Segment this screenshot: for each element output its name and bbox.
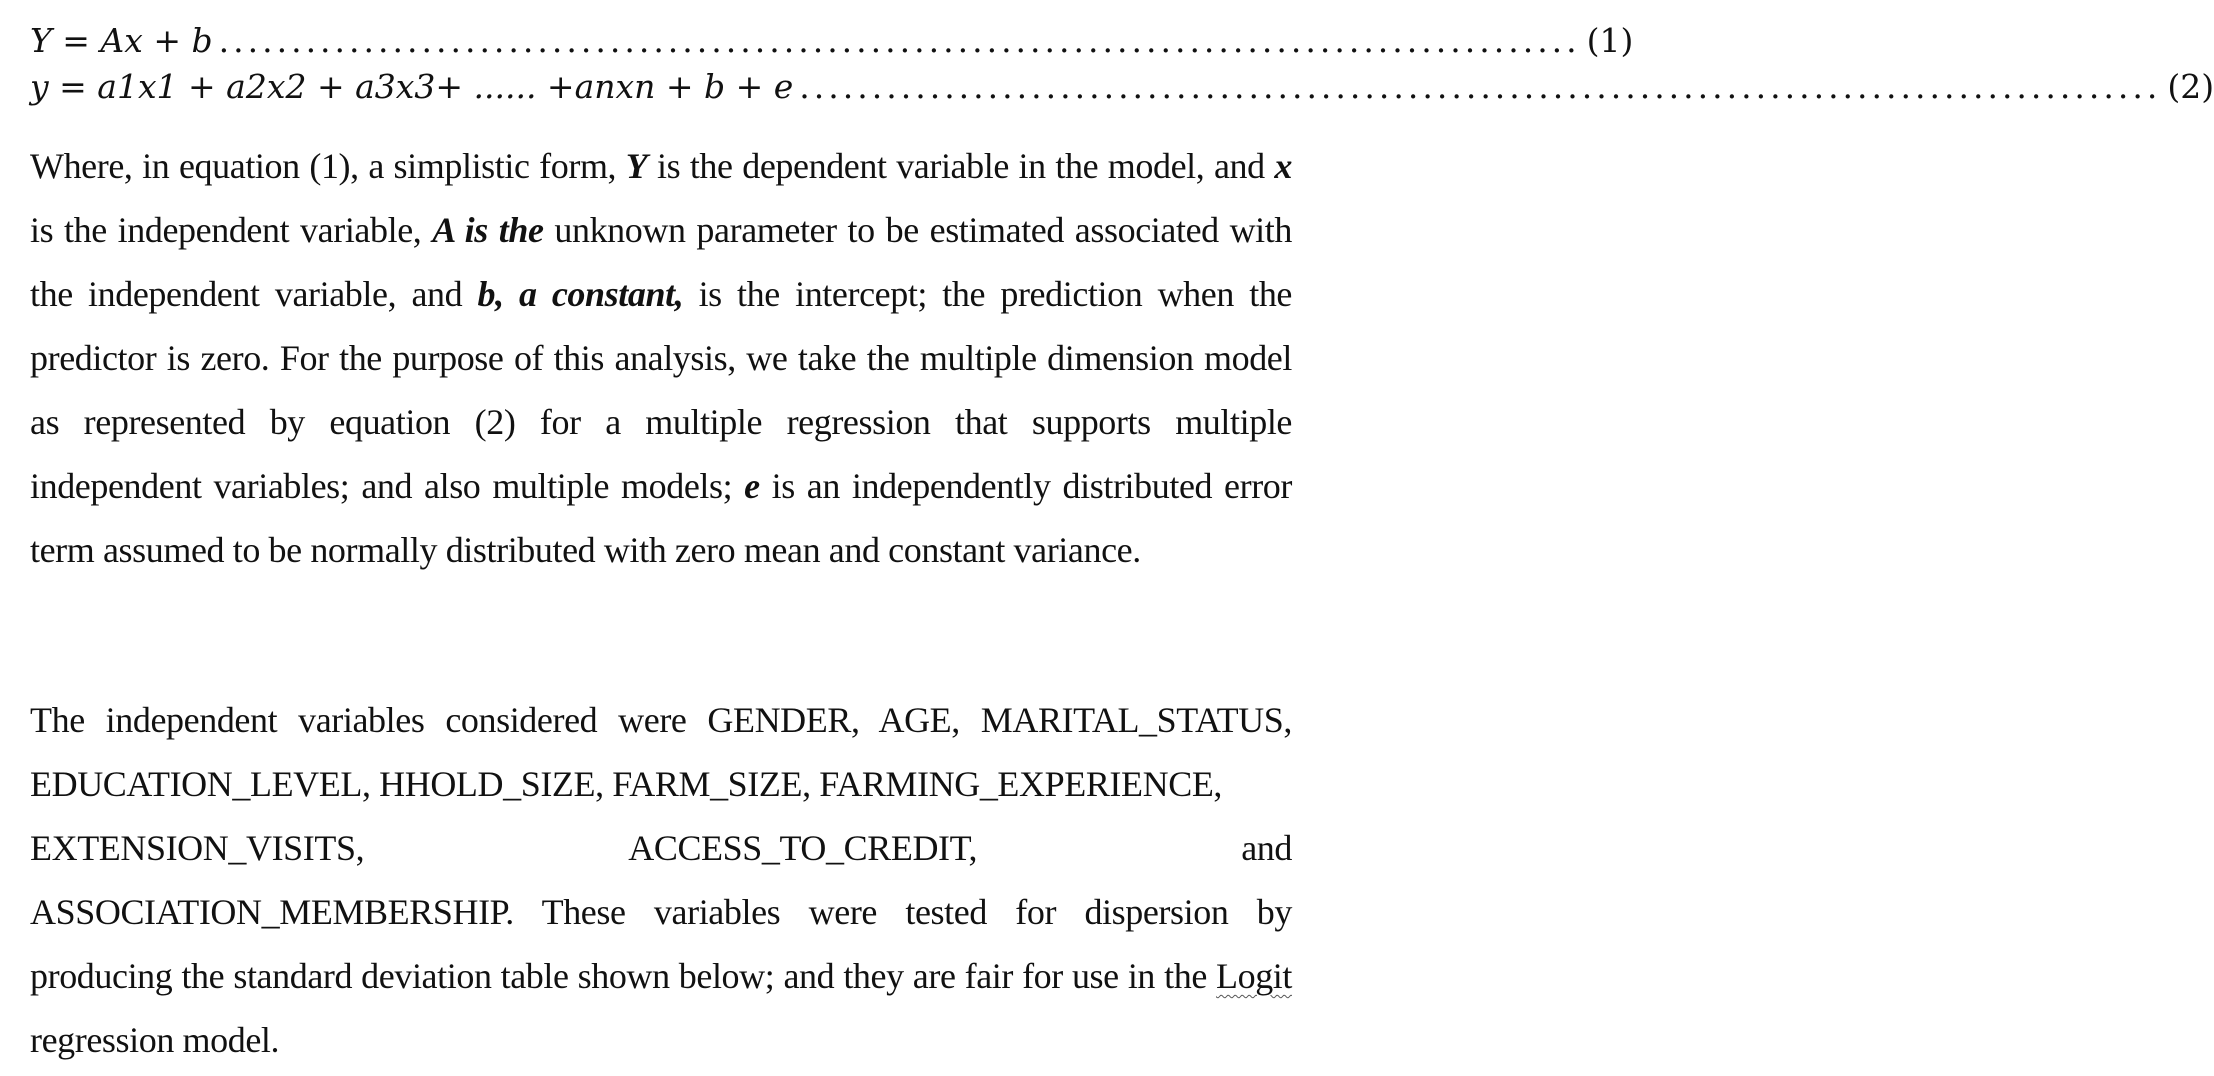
variable-b: b, a constant, [477, 274, 684, 314]
equation-2 [30, 64, 2214, 110]
text: is the dependent variable in the model, and [647, 146, 1275, 186]
equation-expression: y = a1x1 + a2x2 + a3x3+ ...... +anxn + b + e [30, 67, 794, 106]
variable-A: A is the [432, 210, 544, 250]
variable-e: e [744, 466, 760, 506]
equation-number: (1) [1586, 21, 1634, 60]
equation-expression: Y = Ax + b [30, 21, 213, 60]
equation-1 [30, 18, 1634, 64]
equation-number: (2) [2167, 67, 2214, 106]
leader-dots: .............................................................................................. [218, 21, 1581, 60]
leader-dots: .............................................................................................. [799, 67, 2162, 106]
text: ACCESS_TO_CREDIT, [628, 828, 978, 868]
text: unknown parameter to be estimated associated with the independent variable, and [30, 210, 1292, 314]
variable-x: x [1274, 146, 1292, 186]
paragraph-independent-variables [30, 688, 1292, 1072]
paragraph-model-description [30, 134, 1292, 582]
text: and [1241, 828, 1292, 868]
text: The independent variables considered were GENDER, AGE, MARITAL_STATUS, EDUCATION_LEVEL, HHOLD_SIZE, FARM_SIZE, FARMING_EXPERIENCE, [30, 700, 1292, 804]
text: is the independent variable, [30, 210, 433, 250]
variable-Y: Y [625, 146, 648, 186]
variables-row [30, 816, 1292, 880]
equation-block [30, 18, 2214, 110]
text: EXTENSION_VISITS, [30, 828, 365, 868]
text: regression model. [30, 1020, 280, 1060]
text: ASSOCIATION_MEMBERSHIP. These variables were tested for dispersion by producing the standard deviation table shown below; and they are fair for use in the [30, 892, 1292, 996]
text: is the intercept; the prediction when the predictor is zero. For the purpose of this analysis, we take the multiple dimension model as represented by equation (2) for a multiple regression that supports multiple independent variables; and also multiple models; [30, 274, 1293, 506]
text: Where, in equation (1), a simplistic form, [30, 146, 626, 186]
spellcheck-word: Logit [1216, 956, 1292, 996]
text: is an independently distributed error term assumed to be normally distributed with zero mean and constant variance. [30, 466, 1292, 570]
